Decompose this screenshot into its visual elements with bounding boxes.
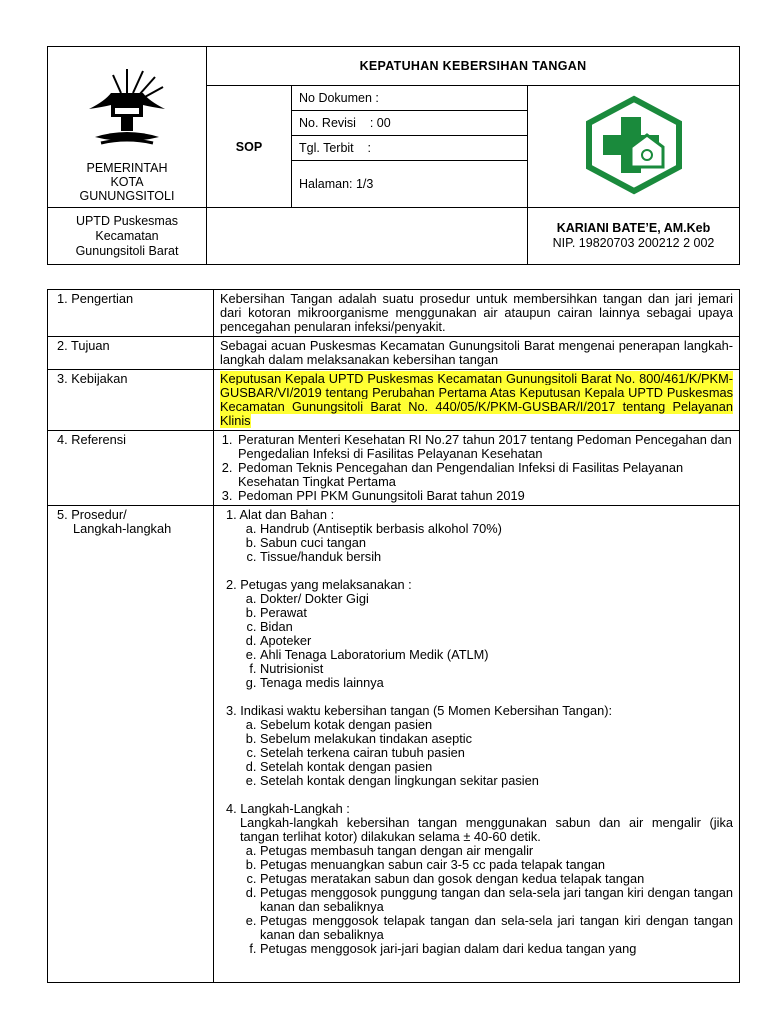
list-item: b. Perawat (260, 606, 733, 620)
list-item: e. Petugas menggosok telapak tangan dan sela-sela jari tangan kiri dengan tangan kanan dan sebaliknya (260, 914, 733, 942)
reference-item: 1. Peraturan Menteri Kesehatan RI No.27 tahun 2017 tentang Pedoman Pencegahan dan Pengedalian Infeksi di Fasilitas Pelayanan Kesehatan (236, 433, 733, 461)
section-list-referensi (214, 431, 740, 506)
signer-cell (528, 208, 740, 265)
list-item: a. Sebelum kotak dengan pasien (260, 718, 733, 732)
doc-number-field: No Dokumen : (292, 86, 528, 111)
puskesmas-cross-house-icon (579, 95, 689, 195)
reference-item: 3. Pedoman PPI PKM Gunungsitoli Barat tahun 2019 (236, 489, 733, 503)
highlighted-policy-text: Keputusan Kepala UPTD Puskesmas Kecamatan Gunungsitoli Barat No. 800/461/K/PKM-GUSBAR/VI/2019 tentang Perubahan Pertama Atas Keputusan Kepala UPTD Puskesmas Kecamatan Gunungsitoli Barat No. 440/05/K/PKM-GUSBAR/I/2017 tentang Pelayanan Klinis (220, 371, 733, 428)
section-label-prosedur: 5. Prosedur/ Langkah-langkah (48, 506, 214, 983)
page-field: Halaman: 1/3 (292, 161, 528, 208)
section-text-tujuan: Sebagai acuan Puskesmas Kecamatan Gunungsitoli Barat mengenai penerapan langkah-langkah dalam melaksanakan kebersihan tangan (214, 337, 740, 370)
list-item: c. Petugas meratakan sabun dan gosok dengan kedua telapak tangan (260, 872, 733, 886)
regional-crest-icon (81, 63, 173, 153)
list-item: d. Setelah kontak dengan pasien (260, 760, 733, 774)
langkah-intro: Langkah-langkah kebersihan tangan menggunakan sabun dan air mengalir (jika tangan terlihat kotor) dilakukan selama ± 40-60 detik. (240, 815, 733, 844)
section-text-pengertian: Kebersihan Tangan adalah suatu prosedur untuk membersihkan tangan dan jari jemari dari kotoran mikroorganisme menggunakan air ataupun cairan lainnya sebagai upaya pencegahan penularan infeksi/penyakit. (214, 290, 740, 337)
list-item: c. Tissue/handuk bersih (260, 550, 733, 564)
subsection-petugas: 2. Petugas yang melaksanakan : a. Dokter/ Dokter Gigi b. Perawat c. Bidan d. Apoteker e. Ahli Tenaga Laboratorium Medik (ATLM) f. Nutrisionist g. Tenaga medis lainnya (226, 578, 733, 690)
list-item: d. Petugas menggosok punggung tangan dan sela-sela jari tangan kiri dengan tangan kanan dan sebaliknya (260, 886, 733, 914)
list-item: e. Ahli Tenaga Laboratorium Medik (ATLM) (260, 648, 733, 662)
sop-label: SOP (207, 86, 292, 208)
list-item: b. Sabun cuci tangan (260, 536, 733, 550)
section-label-tujuan: 2. Tujuan (48, 337, 214, 370)
list-item: a. Handrub (Antiseptik berbasis alkohol 70%) (260, 522, 733, 536)
subsection-alat: 1. Alat dan Bahan : a. Handrub (Antiseptik berbasis alkohol 70%) b. Sabun cuci tangan c. Tissue/handuk bersih (226, 508, 733, 564)
list-item: f. Petugas menggosok jari-jari bagian dalam dari kedua tangan yang (260, 942, 733, 956)
list-item: d. Apoteker (260, 634, 733, 648)
document-title: KEPATUHAN KEBERSIHAN TANGAN (207, 47, 740, 86)
signer-nip: NIP. 19820703 200212 2 002 (552, 236, 715, 250)
puskesmas-logo-cell (528, 86, 740, 208)
signer-name: KARIANI BATE’E, AM.Keb (556, 221, 711, 235)
sop-content-table (47, 289, 740, 983)
list-item: c. Setelah terkena cairan tubuh pasien (260, 746, 733, 760)
list-item: b. Petugas menuangkan sabun cair 3-5 cc pada telapak tangan (260, 858, 733, 872)
uptd-name: UPTD Puskesmas Kecamatan Gunungsitoli Barat (48, 208, 207, 265)
blank-cell (207, 208, 528, 265)
section-label-pengertian: 1. Pengertian (48, 290, 214, 337)
subsection-indikasi: 3. Indikasi waktu kebersihan tangan (5 Momen Kebersihan Tangan): a. Sebelum kotak dengan pasien b. Sebelum melakukan tindakan aseptic c. Setelah terkena cairan tubuh pasien d. Setelah kontak dengan pasien e. Setelah kontak dengan lingkungan sekitar pasien (226, 704, 733, 788)
list-item: f. Nutrisionist (260, 662, 733, 676)
revision-field: No. Revisi : 00 (292, 111, 528, 136)
list-item: a. Petugas membasuh tangan dengan air mengalir (260, 844, 733, 858)
list-item: g. Tenaga medis lainnya (260, 676, 733, 690)
issue-date-field: Tgl. Terbit : (292, 136, 528, 161)
list-item: e. Setelah kontak dengan lingkungan sekitar pasien (260, 774, 733, 788)
sop-header-table (47, 46, 740, 265)
government-logo-cell (48, 47, 207, 208)
reference-item: 2. Pedoman Teknis Pencegahan dan Pengendalian Infeksi di Fasilitas Pelayanan Kesehatan Tingkat Pertama (236, 461, 733, 489)
list-item: b. Sebelum melakukan tindakan aseptic (260, 732, 733, 746)
section-label-referensi: 4. Referensi (48, 431, 214, 506)
section-body-prosedur (214, 506, 740, 983)
subsection-langkah: 4. Langkah-Langkah : Langkah-langkah kebersihan tangan menggunakan sabun dan air mengalir (jika tangan terlihat kotor) dilakukan selama ± 40-60 detik. a. Petugas membasuh tangan dengan air mengalir b. Petugas menuangkan sabun cair 3-5 cc pada telapak tangan c. Petugas meratakan sabun dan gosok dengan kedua telapak tangan d. Petugas menggosok punggung tangan dan sela-sela jari tangan kiri dengan tangan kanan dan sebaliknya e. Petugas menggosok telapak tangan dan sela-sela jari tangan kiri dengan tangan kanan dan sebaliknya f. Petugas menggosok jari-jari bagian dalam dari kedua tangan yang (226, 802, 733, 956)
section-text-kebijakan (214, 370, 740, 431)
government-name: PEMERINTAH KOTA GUNUNGSITOLI (79, 161, 175, 203)
list-item: a. Dokter/ Dokter Gigi (260, 592, 733, 606)
section-label-kebijakan: 3. Kebijakan (48, 370, 214, 431)
list-item: c. Bidan (260, 620, 733, 634)
